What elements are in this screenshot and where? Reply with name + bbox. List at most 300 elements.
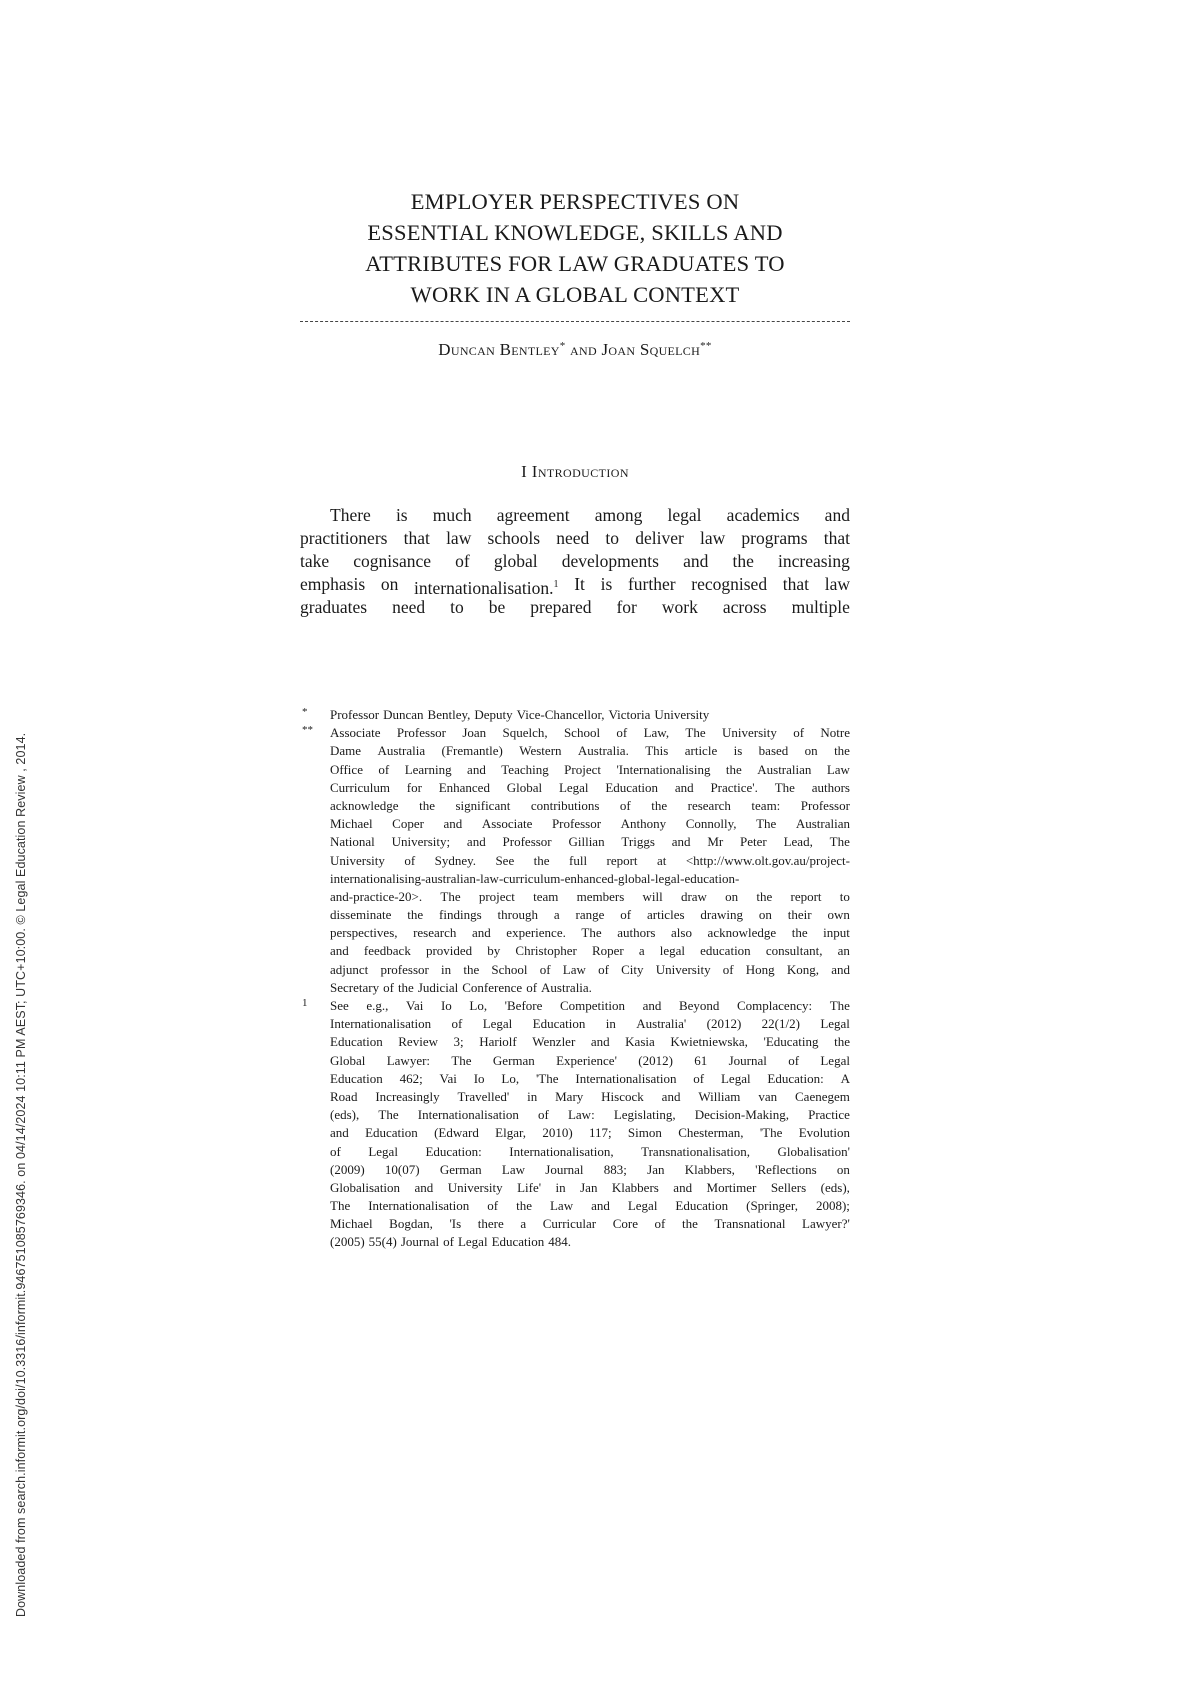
title-divider [300,321,850,322]
footnote [300,706,850,724]
footnote-line [330,779,850,797]
footnote-line [330,1179,850,1197]
word: Lead, [783,834,813,850]
word: of [330,1143,341,1159]
word: the [756,888,773,904]
word: experience. [506,925,566,941]
footnote-marker: * [559,340,566,352]
title-line: WORK IN A GLOBAL CONTEXT [410,282,740,307]
word: internationalising-australian-law-curriculum-enhanced-global-legal-education- [330,870,740,886]
word: Caenegem [795,1088,850,1104]
footnote [300,997,850,1252]
word: <http://www.olt.gov.au/project- [685,852,850,868]
word: research [687,797,731,813]
word: 22(1/2) [761,1016,800,1032]
word: Decision-Making, [694,1107,789,1123]
word: own [827,907,850,923]
word: take [300,551,330,571]
word: See [330,998,349,1013]
word: Mary [555,1088,584,1104]
word: significant [455,797,511,813]
word: and-practice-20>. [330,888,423,904]
word: increasing [777,551,850,571]
word: Internationalisation [330,1016,432,1032]
word: multiple [791,597,850,617]
word: Legislating, [613,1107,676,1123]
word: Internationalisation [575,1070,677,1086]
word: 61 [694,1052,708,1068]
word: work [661,597,698,617]
word: Evolution [798,1125,850,1141]
word: Bogdan, [389,1216,433,1232]
word: the [791,925,808,941]
word: Legal [457,1234,488,1250]
footnote-marker: ** [700,340,712,352]
word: and [642,998,662,1013]
word: is [733,743,743,759]
word: the [681,1216,698,1232]
word: Teaching [501,761,549,777]
footnote-line [330,1161,850,1179]
word: Education: [767,1070,824,1086]
word: Wenzler [532,1034,576,1050]
word: for [406,779,422,795]
word: full [569,852,588,868]
author-name: Duncan Bentley [438,340,560,359]
word: William [698,1088,741,1104]
word: and [466,834,486,850]
word: based [758,743,789,759]
word: Transnational [714,1216,786,1232]
word: Io [473,1070,485,1086]
word: law [824,574,850,594]
word: and [330,943,349,959]
word: of [620,907,632,923]
word: (eds), [820,1179,850,1195]
word: Practice'. [710,779,758,795]
word: Legal [820,1016,850,1032]
footnote-line [330,942,850,960]
word: National [330,834,375,850]
footnote-line [330,797,850,815]
word: Law [562,961,586,977]
word: Anthony [620,816,667,832]
word: Chesterman, [678,1125,744,1141]
word: The [774,779,795,795]
word: Law: [567,1107,595,1123]
word: of [693,1070,705,1086]
word: Conference [462,979,523,995]
word: The [378,1107,399,1123]
word: and [673,1179,693,1195]
word: Office [330,761,363,777]
word: Dame [330,743,362,759]
word: 'Reflections [755,1161,817,1177]
footnotes [300,706,850,1252]
word: among [594,505,643,525]
word: Professor [800,797,850,813]
word: the [419,797,435,813]
word: Lawyer: [386,1052,431,1068]
word: the [463,961,480,977]
word: members [576,888,625,904]
word: Lo, [469,998,488,1013]
word: The [685,725,706,741]
word: (Fremantle) [441,743,503,759]
word: Kasia [625,1034,655,1050]
word: the [407,907,424,923]
word: 883; [603,1161,627,1177]
body-line [300,504,850,527]
word: Kwietniewska, [670,1034,748,1050]
word: need [556,528,590,548]
word: acknowledge [330,797,399,813]
footnote-line [330,1015,850,1033]
word: articles [646,907,685,923]
word: Mr [707,834,724,850]
word: Education [675,1198,729,1214]
word: and [831,961,850,977]
word: The [581,925,602,941]
word: School [491,961,528,977]
word: Life' [517,1179,542,1195]
footnote-line [330,706,850,724]
word: Michael [330,816,373,832]
footnote-reference[interactable]: 1 [553,579,559,590]
word: Kong, [786,961,820,977]
word: and [414,1179,434,1195]
word: Journal [545,1161,584,1177]
word: project [478,888,515,904]
word: Education [491,1234,545,1250]
author-byline [300,340,850,360]
word: Coper [392,816,424,832]
word: and [674,779,694,795]
word: an [837,943,850,959]
word: adjunct [330,961,369,977]
word: provided [425,943,473,959]
word: research [413,925,457,941]
word: Curriculum [330,779,390,795]
word: need [392,597,426,617]
word: team [533,888,559,904]
footnote-line [330,1124,850,1142]
word: of [537,1107,549,1123]
word: drawing [700,907,744,923]
word: Increasingly [375,1088,440,1104]
word: 'Internationalising [616,761,711,777]
word: Legal [720,1070,751,1086]
word: Learning [404,761,452,777]
word: (Edward [434,1125,479,1141]
word: and [683,551,709,571]
footnote-line [330,979,850,997]
word: feedback [363,943,411,959]
word: Journal [400,1234,440,1250]
word: of [722,961,734,977]
word: 'The [759,1125,783,1141]
word: Associate [330,725,381,741]
word: (2012) [638,1052,673,1068]
footnote-mark: ** [302,724,313,737]
word: Hariolf [479,1034,517,1050]
word: (Springer, [746,1198,798,1214]
word: across [722,597,767,617]
word: Elgar, [495,1125,527,1141]
word: and [467,761,486,777]
word: also [671,925,692,941]
word: 'The [535,1070,559,1086]
word: their [787,907,812,923]
word: 'Educating [763,1034,819,1050]
word: City [621,961,644,977]
footnote-line [330,924,850,942]
footnote-line [330,1233,850,1251]
word: A [840,1070,850,1086]
footnote-line [330,870,850,888]
word: Road [330,1088,358,1104]
word: that [782,574,810,594]
word: of [443,1234,454,1250]
word: Klabbers [611,1179,659,1195]
word: and [824,505,850,525]
word: Michael [330,1216,373,1232]
word: There [330,505,371,525]
word: the [651,797,668,813]
word: University [654,707,710,722]
word: Global [506,779,543,795]
word: and [471,925,491,941]
word: Bentley, [427,707,471,722]
body-line [300,527,850,550]
word: (eds), [330,1107,360,1123]
word: of [616,725,628,741]
word: a [520,1216,527,1232]
word: Professor [396,725,446,741]
section-heading: I Introduction [521,462,629,481]
word: Victoria [608,707,651,722]
word: Secretary [330,979,380,995]
footnote-line [330,761,850,779]
word: Deputy [474,707,513,722]
word: Klabbers, [684,1161,735,1177]
word: perspectives, [330,925,398,941]
word: contributions [530,797,600,813]
word: It [574,574,585,594]
word: legal [659,943,686,959]
word: Curricular [542,1216,597,1232]
footnote-line [330,815,850,833]
word: programs [741,528,808,548]
footnote-line [330,997,850,1015]
word: The [440,888,461,904]
word: Simon [627,1125,662,1141]
word: 'Is [449,1216,462,1232]
footnote-line [330,724,850,742]
word: team: [751,797,781,813]
footnote-line [330,961,850,979]
word: and [671,834,691,850]
word: The [829,998,850,1013]
word: The [330,1198,351,1214]
title-line: EMPLOYER PERSPECTIVES ON [410,189,740,214]
word: Legal [627,1198,658,1214]
word: Connolly, [685,816,737,832]
word: in [441,961,452,977]
word: Peter [740,834,767,850]
word: input [823,925,850,941]
word: Western [519,743,562,759]
word: findings [439,907,482,923]
word: University [447,1179,503,1195]
word: Notre [820,725,850,741]
footnote-mark: 1 [302,997,308,1009]
footnote-line [330,1106,850,1124]
word: Law [501,1161,526,1177]
word: of [598,961,609,977]
word: report [606,852,638,868]
word: 10(07) [384,1161,420,1177]
word: on [725,888,739,904]
word: See [495,852,515,868]
word: The [756,816,777,832]
word: through [497,907,538,923]
word: Law [549,1198,574,1214]
word: article [684,743,718,759]
word: Mortimer [706,1179,757,1195]
word: Legal [820,1052,850,1068]
word: the [732,551,754,571]
footnote-line [330,888,850,906]
body-line [300,550,850,573]
word: Legal [482,1016,513,1032]
word: 462; [399,1070,423,1086]
word: and [661,1088,681,1104]
footnote-line [330,833,850,851]
footnote-line [330,1033,850,1051]
footnote-line [330,906,850,924]
author-joiner: and [565,340,602,359]
word: Squelch, [502,725,548,741]
word: in [555,1179,566,1195]
word: law [446,528,472,548]
word: This [645,743,669,759]
word: of [378,761,390,777]
word: Education [365,1125,418,1141]
word: (2012) [706,1016,742,1032]
word: that [403,528,430,548]
word: on [380,574,399,594]
word: agreement [496,505,570,525]
word: Experience' [556,1052,617,1068]
word: e.g., [366,998,389,1013]
footnote-line [330,1197,850,1215]
word: on [758,907,772,923]
word: Core [612,1216,638,1232]
word: Competition [559,998,625,1013]
word: Australia [377,743,426,759]
word: further [627,574,676,594]
word: developments [561,551,659,571]
word: report [790,888,822,904]
footnote-mark: * [302,706,308,718]
word: the [834,1034,850,1050]
word: Journal [728,1052,767,1068]
word: Triggs [621,834,655,850]
word: emphasis [300,574,366,594]
word: Enhanced [438,779,490,795]
word: much [432,505,472,525]
word: on [836,1161,850,1177]
word: Education: [425,1143,482,1159]
word: 'Before [504,998,543,1013]
word: Judicial [417,979,459,995]
word: acknowledge [707,925,777,941]
word: Vice-Chancellor, [516,707,605,722]
word: Globalisation' [777,1143,850,1159]
word: cognisance [353,551,432,571]
word: Associate [481,816,533,832]
word: Internationalisation, [509,1143,614,1159]
word: 2010) [542,1125,573,1141]
footnote-line [330,1070,850,1088]
word: Australian [757,761,812,777]
word: (2009) [330,1161,365,1177]
word: of [526,979,538,995]
title-line: ESSENTIAL KNOWLEDGE, SKILLS AND [367,220,783,245]
word: Review [398,1034,438,1050]
word: Education [330,1070,383,1086]
word: Project [564,761,601,777]
word: Beyond [678,998,720,1013]
word: Australia. [577,743,629,759]
footnote-line [330,1215,850,1233]
word: to [605,528,620,548]
word: deliver [635,528,684,548]
word: practitioners [300,528,388,548]
footnote-line [330,1143,850,1161]
word: and [443,816,463,832]
word: Legal [558,779,589,795]
word: prepared [530,597,592,617]
word: Practice [808,1107,850,1123]
word: Christopher [515,943,577,959]
word: German [492,1052,535,1068]
word: in [527,1088,538,1104]
word: Australian [795,816,850,832]
word: 484. [548,1234,572,1250]
word: Education [532,1016,586,1032]
footnote-line [330,852,850,870]
word: Sellers [770,1179,807,1195]
word: Gillian [568,834,605,850]
word: The [829,834,850,850]
word: the [397,979,414,995]
word: Law, [643,725,670,741]
word: Global [330,1052,366,1068]
title-line: ATTRIBUTES FOR LAW GRADUATES TO [365,251,785,276]
word: range [575,907,605,923]
word: Sydney. [434,852,477,868]
word: recognised [691,574,768,594]
word: of [793,725,805,741]
body-line [300,573,850,596]
word: the [834,743,850,759]
word: Roper [591,943,624,959]
word: on [804,743,818,759]
word: (2005) [330,1234,365,1250]
word: to [839,888,850,904]
